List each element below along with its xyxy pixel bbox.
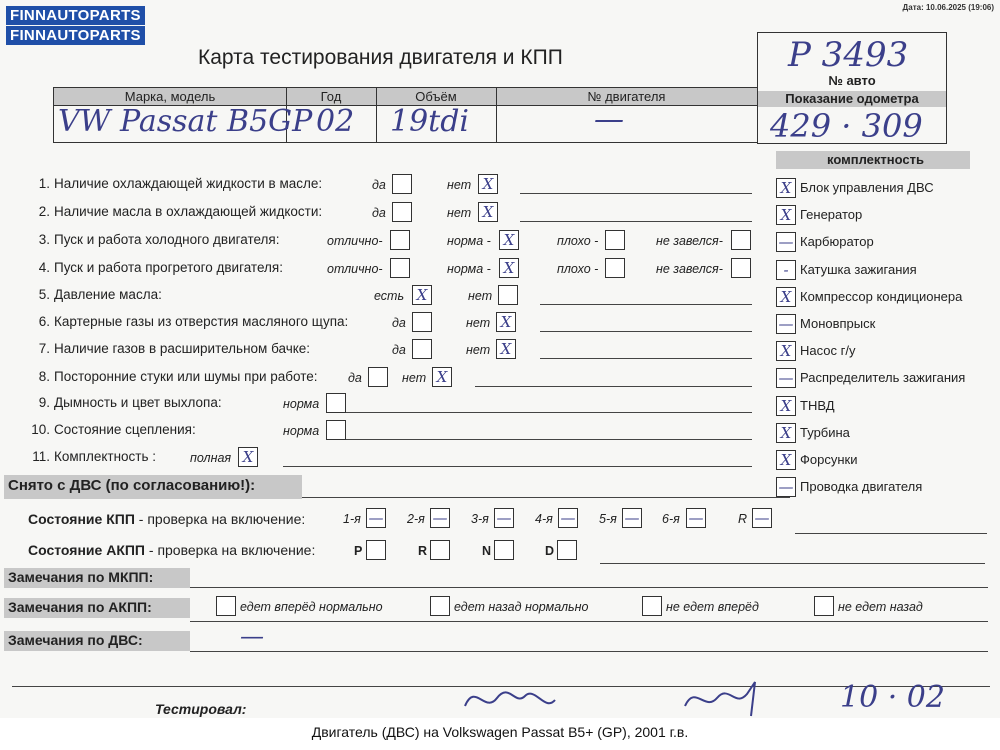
kpp-row-label: Состояние КПП - проверка на включение:: [28, 511, 306, 527]
question-text: Посторонние стуки или шумы при работе:: [54, 369, 318, 384]
gear-label: P: [354, 544, 363, 558]
checkbox-mark: [391, 259, 409, 277]
option-label: да: [392, 316, 406, 330]
question-number: 2.: [38, 204, 50, 219]
option-label: норма: [283, 397, 320, 411]
remark-option-label: едет назад нормально: [454, 600, 589, 614]
checkbox-mark: X: [416, 286, 428, 304]
option-label: плохо -: [557, 262, 599, 276]
remark-checkbox[interactable]: [642, 596, 662, 616]
checkbox-mark: [499, 286, 517, 304]
option-label: полная: [190, 451, 232, 465]
option-checkbox[interactable]: [412, 285, 432, 305]
remark-option-label: едет вперёд нормально: [240, 600, 383, 614]
option-label: нет: [447, 178, 472, 192]
dvs-remarks-label: Замечания по ДВС:: [8, 632, 143, 648]
gear-checkbox[interactable]: [430, 540, 450, 560]
checkbox-mark: [413, 340, 431, 358]
checkbox-mark: X: [503, 259, 515, 277]
checkbox-mark: X: [503, 231, 515, 249]
option-checkbox[interactable]: [326, 393, 346, 413]
option-label: отлично-: [327, 234, 383, 248]
image-caption: Двигатель (ДВС) на Volkswagen Passat B5+ (GP), 2001 г.в.: [0, 718, 1000, 750]
checkbox-mark: [327, 421, 345, 439]
question-number: 4.: [38, 260, 50, 275]
completeness-checkbox[interactable]: [776, 477, 796, 497]
signature-image: [455, 676, 785, 718]
checkbox-mark: —: [432, 509, 448, 527]
gear-checkbox[interactable]: [430, 508, 450, 528]
question-number: 9.: [38, 395, 50, 410]
completeness-item-label: Насос г/у: [800, 343, 856, 359]
checkbox-mark: X: [242, 448, 254, 466]
completeness-checkbox[interactable]: [776, 205, 796, 225]
question-number: 1.: [38, 176, 50, 191]
completeness-checkbox[interactable]: [776, 287, 796, 307]
option-checkbox[interactable]: [412, 339, 432, 359]
signature-date: 10 · 02: [840, 680, 945, 715]
question-text: Дымность и цвет выхлопа:: [54, 395, 222, 410]
checkbox-mark: —: [778, 315, 794, 333]
option-label: норма -: [447, 234, 491, 248]
question-text: Пуск и работа холодного двигателя:: [54, 232, 280, 247]
checkbox-mark: X: [482, 203, 494, 221]
gear-checkbox[interactable]: [557, 540, 577, 560]
question-text: Пуск и работа прогретого двигателя:: [54, 260, 283, 275]
checkbox-mark: X: [780, 287, 792, 306]
checkbox-mark: [558, 541, 576, 559]
gear-label: 6-я: [662, 512, 680, 526]
question-number: 11.: [32, 449, 50, 464]
checkbox-mark: -: [783, 260, 789, 279]
option-label: есть: [374, 289, 405, 303]
signature-scribble: [455, 676, 785, 723]
checkbox-mark: —: [688, 509, 704, 527]
watermark-logo: FINNAUTOPARTS: [6, 26, 145, 45]
gear-checkbox[interactable]: [622, 508, 642, 528]
checkbox-mark: [732, 231, 750, 249]
engine-number-header: № двигателя: [587, 89, 666, 104]
checkbox-mark: —: [496, 509, 512, 527]
question-text: Состояние сцепления:: [54, 422, 196, 437]
checkbox-mark: [369, 368, 387, 386]
completeness-item-label: ТНВД: [800, 397, 835, 413]
checkbox-mark: X: [500, 340, 512, 358]
option-label: да: [348, 371, 362, 385]
completeness-item-label: Компрессор кондиционера: [800, 288, 963, 304]
question-text: Комплектность :: [54, 449, 157, 464]
volume-value: 19tdi: [390, 104, 470, 139]
year-value: 02: [316, 104, 355, 139]
completeness-checkbox[interactable]: [776, 368, 796, 388]
gear-checkbox[interactable]: [494, 508, 514, 528]
mkpp-remarks-label: Замечания по МКПП:: [8, 569, 154, 585]
completeness-item-label: Распределитель зажигания: [800, 370, 966, 386]
option-label: да: [372, 178, 386, 192]
option-checkbox[interactable]: [392, 202, 412, 222]
option-label: нет: [468, 289, 493, 303]
remark-option-label: не едет назад: [838, 600, 923, 614]
checkbox-mark: —: [754, 509, 770, 527]
checkbox-mark: X: [780, 396, 792, 415]
option-checkbox[interactable]: [496, 339, 516, 359]
gear-checkbox[interactable]: [752, 508, 772, 528]
checkbox-mark: [732, 259, 750, 277]
car-number-value: P 3493: [788, 35, 909, 75]
completeness-checkbox[interactable]: [776, 178, 796, 198]
option-checkbox[interactable]: [499, 230, 519, 250]
gear-checkbox[interactable]: [366, 508, 386, 528]
completeness-item-label: Моновпрыск: [800, 316, 876, 331]
year-header: Год: [320, 89, 342, 104]
gear-label: D: [545, 544, 555, 558]
checkbox-mark: [606, 231, 624, 249]
option-checkbox[interactable]: [390, 230, 410, 250]
completeness-header: комплектность: [776, 151, 970, 169]
completeness-checkbox[interactable]: [776, 314, 796, 334]
option-label: да: [392, 343, 406, 357]
option-checkbox[interactable]: [326, 420, 346, 440]
gear-label: 2-я: [407, 512, 425, 526]
checkbox-mark: [367, 541, 385, 559]
checkbox-mark: —: [624, 509, 640, 527]
date-stamp: Дата: 10.06.2025 (19:06): [902, 3, 994, 12]
completeness-checkbox[interactable]: [776, 396, 796, 416]
remark-checkbox[interactable]: [814, 596, 834, 616]
checkbox-mark: [495, 541, 513, 559]
question-text: Наличие масла в охлаждающей жидкости:: [54, 204, 323, 219]
completeness-item-label: Блок управления ДВС: [800, 180, 934, 195]
model-value: VW Passat B5GP: [58, 104, 313, 139]
checkbox-mark: —: [368, 509, 384, 527]
option-label: не завелся-: [656, 234, 723, 248]
gear-checkbox[interactable]: [494, 540, 514, 560]
gear-label: 5-я: [599, 512, 617, 526]
option-checkbox[interactable]: [368, 367, 388, 387]
checkbox-mark: [327, 394, 345, 412]
car-number-label: № авто: [828, 73, 876, 88]
completeness-item-label: Форсунки: [800, 452, 858, 467]
remark-checkbox[interactable]: [216, 596, 236, 616]
option-label: норма: [283, 424, 320, 438]
option-label: норма -: [447, 262, 491, 276]
remark-option-label: не едет вперёд: [666, 600, 759, 614]
gear-label: R: [738, 512, 748, 526]
question-number: 5.: [38, 287, 50, 302]
completeness-item-label: Проводка двигателя: [800, 479, 923, 495]
question-number: 3.: [38, 232, 50, 247]
question-text: Наличие газов в расширительном бачке:: [54, 341, 311, 356]
checkbox-mark: [431, 597, 449, 615]
dvs-remarks-mark: —: [240, 622, 264, 650]
option-checkbox[interactable]: [478, 202, 498, 222]
gear-checkbox[interactable]: [366, 540, 386, 560]
checkbox-mark: [391, 231, 409, 249]
option-label: да: [372, 206, 386, 220]
checkbox-mark: [431, 541, 449, 559]
option-label: нет: [466, 316, 491, 330]
option-checkbox[interactable]: [498, 285, 518, 305]
completeness-item-label: Генератор: [800, 207, 863, 223]
checkbox-mark: [815, 597, 833, 615]
checkbox-mark: X: [780, 206, 792, 225]
volume-header: Объём: [415, 89, 457, 104]
completeness-item-label: Карбюратор: [800, 234, 874, 250]
gear-checkbox[interactable]: [686, 508, 706, 528]
checkbox-mark: [413, 313, 431, 331]
option-checkbox[interactable]: [496, 312, 516, 332]
option-label: отлично-: [327, 262, 383, 276]
checkbox-mark: X: [780, 179, 792, 197]
completeness-item-label: Турбина: [800, 424, 850, 440]
tested-by-label: Тестировал:: [155, 701, 247, 717]
gear-label: 3-я: [471, 512, 489, 526]
checkbox-mark: [643, 597, 661, 615]
option-checkbox[interactable]: [499, 258, 519, 278]
option-label: нет: [466, 343, 491, 357]
question-number: 10.: [31, 422, 50, 437]
gear-checkbox[interactable]: [558, 508, 578, 528]
checkbox-mark: [393, 203, 411, 221]
checkbox-mark: X: [482, 175, 494, 193]
option-checkbox[interactable]: [731, 258, 751, 278]
checkbox-mark: X: [500, 313, 512, 331]
completeness-checkbox[interactable]: [776, 260, 796, 280]
option-label: не завелся-: [656, 262, 723, 276]
gear-label: N: [482, 544, 492, 558]
option-label: нет: [447, 206, 472, 220]
option-checkbox[interactable]: [605, 258, 625, 278]
checkbox-mark: —: [778, 233, 794, 252]
engine-number-value: —: [594, 102, 624, 137]
completeness-checkbox[interactable]: [776, 423, 796, 443]
watermark-logo: FINNAUTOPARTS: [6, 6, 145, 25]
checkbox-mark: [217, 597, 235, 615]
remark-checkbox[interactable]: [430, 596, 450, 616]
checkbox-mark: —: [560, 509, 576, 527]
vehicle-header-table: [53, 87, 758, 143]
question-text: Наличие охлаждающей жидкости в масле:: [54, 176, 323, 191]
question-text: Давление масла:: [54, 287, 162, 302]
option-checkbox[interactable]: [392, 174, 412, 194]
car-number-block: [757, 32, 947, 144]
completeness-item-label: Катушка зажигания: [800, 261, 917, 277]
completeness-checkbox[interactable]: [776, 232, 796, 252]
gear-label: 1-я: [343, 512, 361, 526]
model-header: Марка, модель: [124, 89, 216, 104]
completeness-checkbox[interactable]: [776, 450, 796, 470]
option-label: плохо -: [557, 234, 599, 248]
odometer-label: Показание одометра: [758, 91, 946, 107]
checkbox-mark: X: [780, 423, 792, 442]
checkbox-mark: X: [780, 342, 792, 361]
checkbox-mark: X: [436, 368, 448, 386]
question-number: 6.: [38, 314, 50, 329]
odometer-value: 429 · 309: [770, 107, 923, 145]
question-number: 8.: [38, 369, 50, 384]
option-checkbox[interactable]: [605, 230, 625, 250]
checkbox-mark: X: [780, 451, 792, 469]
option-checkbox[interactable]: [390, 258, 410, 278]
checkbox-mark: [393, 175, 411, 193]
option-label: нет: [402, 371, 427, 385]
card-title: Карта тестирования двигателя и КПП: [198, 46, 563, 69]
removed-label: Снято с ДВС (по согласованию!):: [8, 477, 256, 494]
question-number: 7.: [38, 341, 50, 356]
checkbox-mark: [606, 259, 624, 277]
checkbox-mark: —: [778, 478, 794, 497]
checkbox-mark: —: [778, 369, 794, 388]
option-checkbox[interactable]: [238, 447, 258, 467]
akpp-remarks-label: Замечания по АКПП:: [8, 599, 152, 615]
option-checkbox[interactable]: [731, 230, 751, 250]
gear-label: R: [418, 544, 428, 558]
gear-label: 4-я: [535, 512, 553, 526]
question-text: Картерные газы из отверстия масляного щупа:: [54, 314, 349, 329]
akpp-row-label: Состояние АКПП - проверка на включение:: [28, 542, 316, 558]
option-checkbox[interactable]: [432, 367, 452, 387]
completeness-checkbox[interactable]: [776, 341, 796, 361]
option-checkbox[interactable]: [412, 312, 432, 332]
option-checkbox[interactable]: [478, 174, 498, 194]
